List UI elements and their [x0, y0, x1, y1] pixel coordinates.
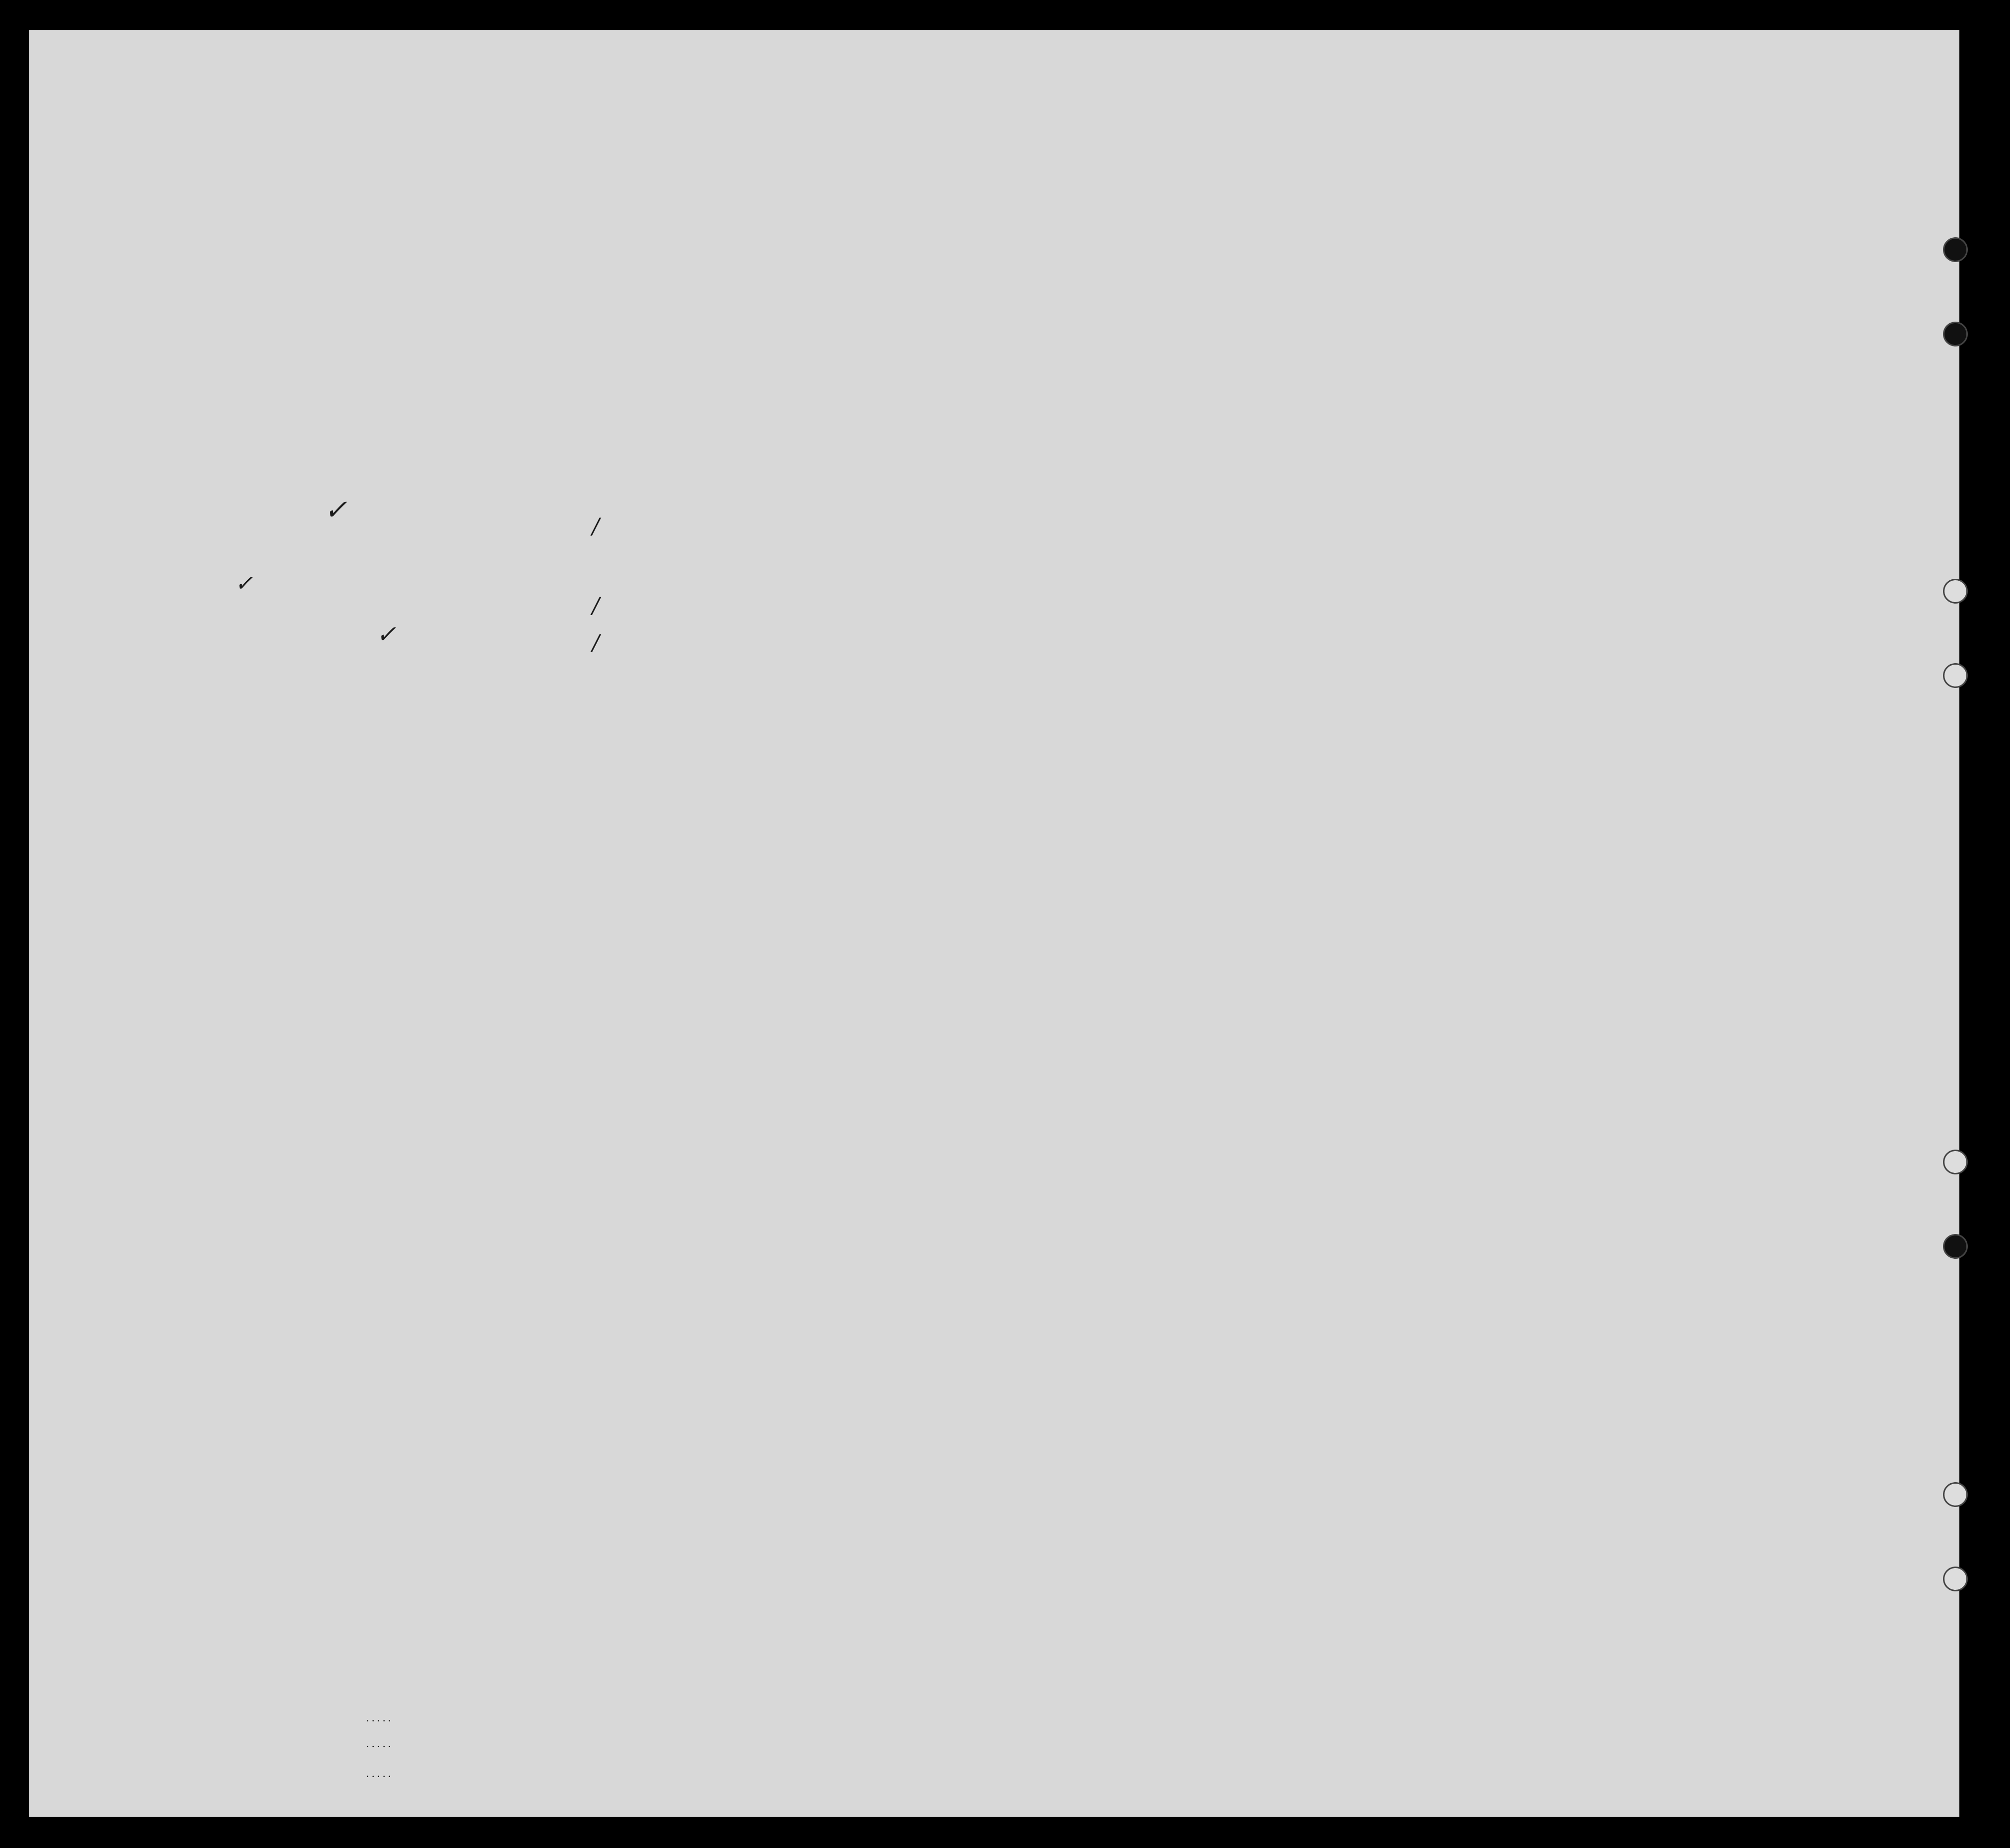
binder-hole: [1943, 579, 1968, 604]
binder-hole: [1943, 663, 1968, 688]
check-mark: ✓: [376, 620, 397, 648]
binder-hole: [1943, 1567, 1968, 1591]
check-mark: ✓: [324, 494, 347, 526]
binder-hole: [1943, 322, 1968, 346]
binder-hole: [1943, 237, 1968, 262]
us-citizens-dots: . . . . .: [366, 1737, 391, 1750]
age-months-mark: /: [592, 514, 600, 539]
manifest-sheet: [29, 30, 1959, 1817]
age-months-mark: /: [592, 593, 600, 618]
form-grid: [29, 30, 1959, 1817]
check-mark: ✓: [235, 571, 253, 596]
binder-hole: [1943, 1234, 1968, 1259]
binder-hole: [1943, 1150, 1968, 1174]
binder-hole: [1943, 1482, 1968, 1507]
aliens-dots: . . . . .: [366, 1767, 391, 1780]
age-months-mark: /: [592, 630, 600, 656]
total-passengers-dots: . . . . .: [366, 1711, 391, 1724]
